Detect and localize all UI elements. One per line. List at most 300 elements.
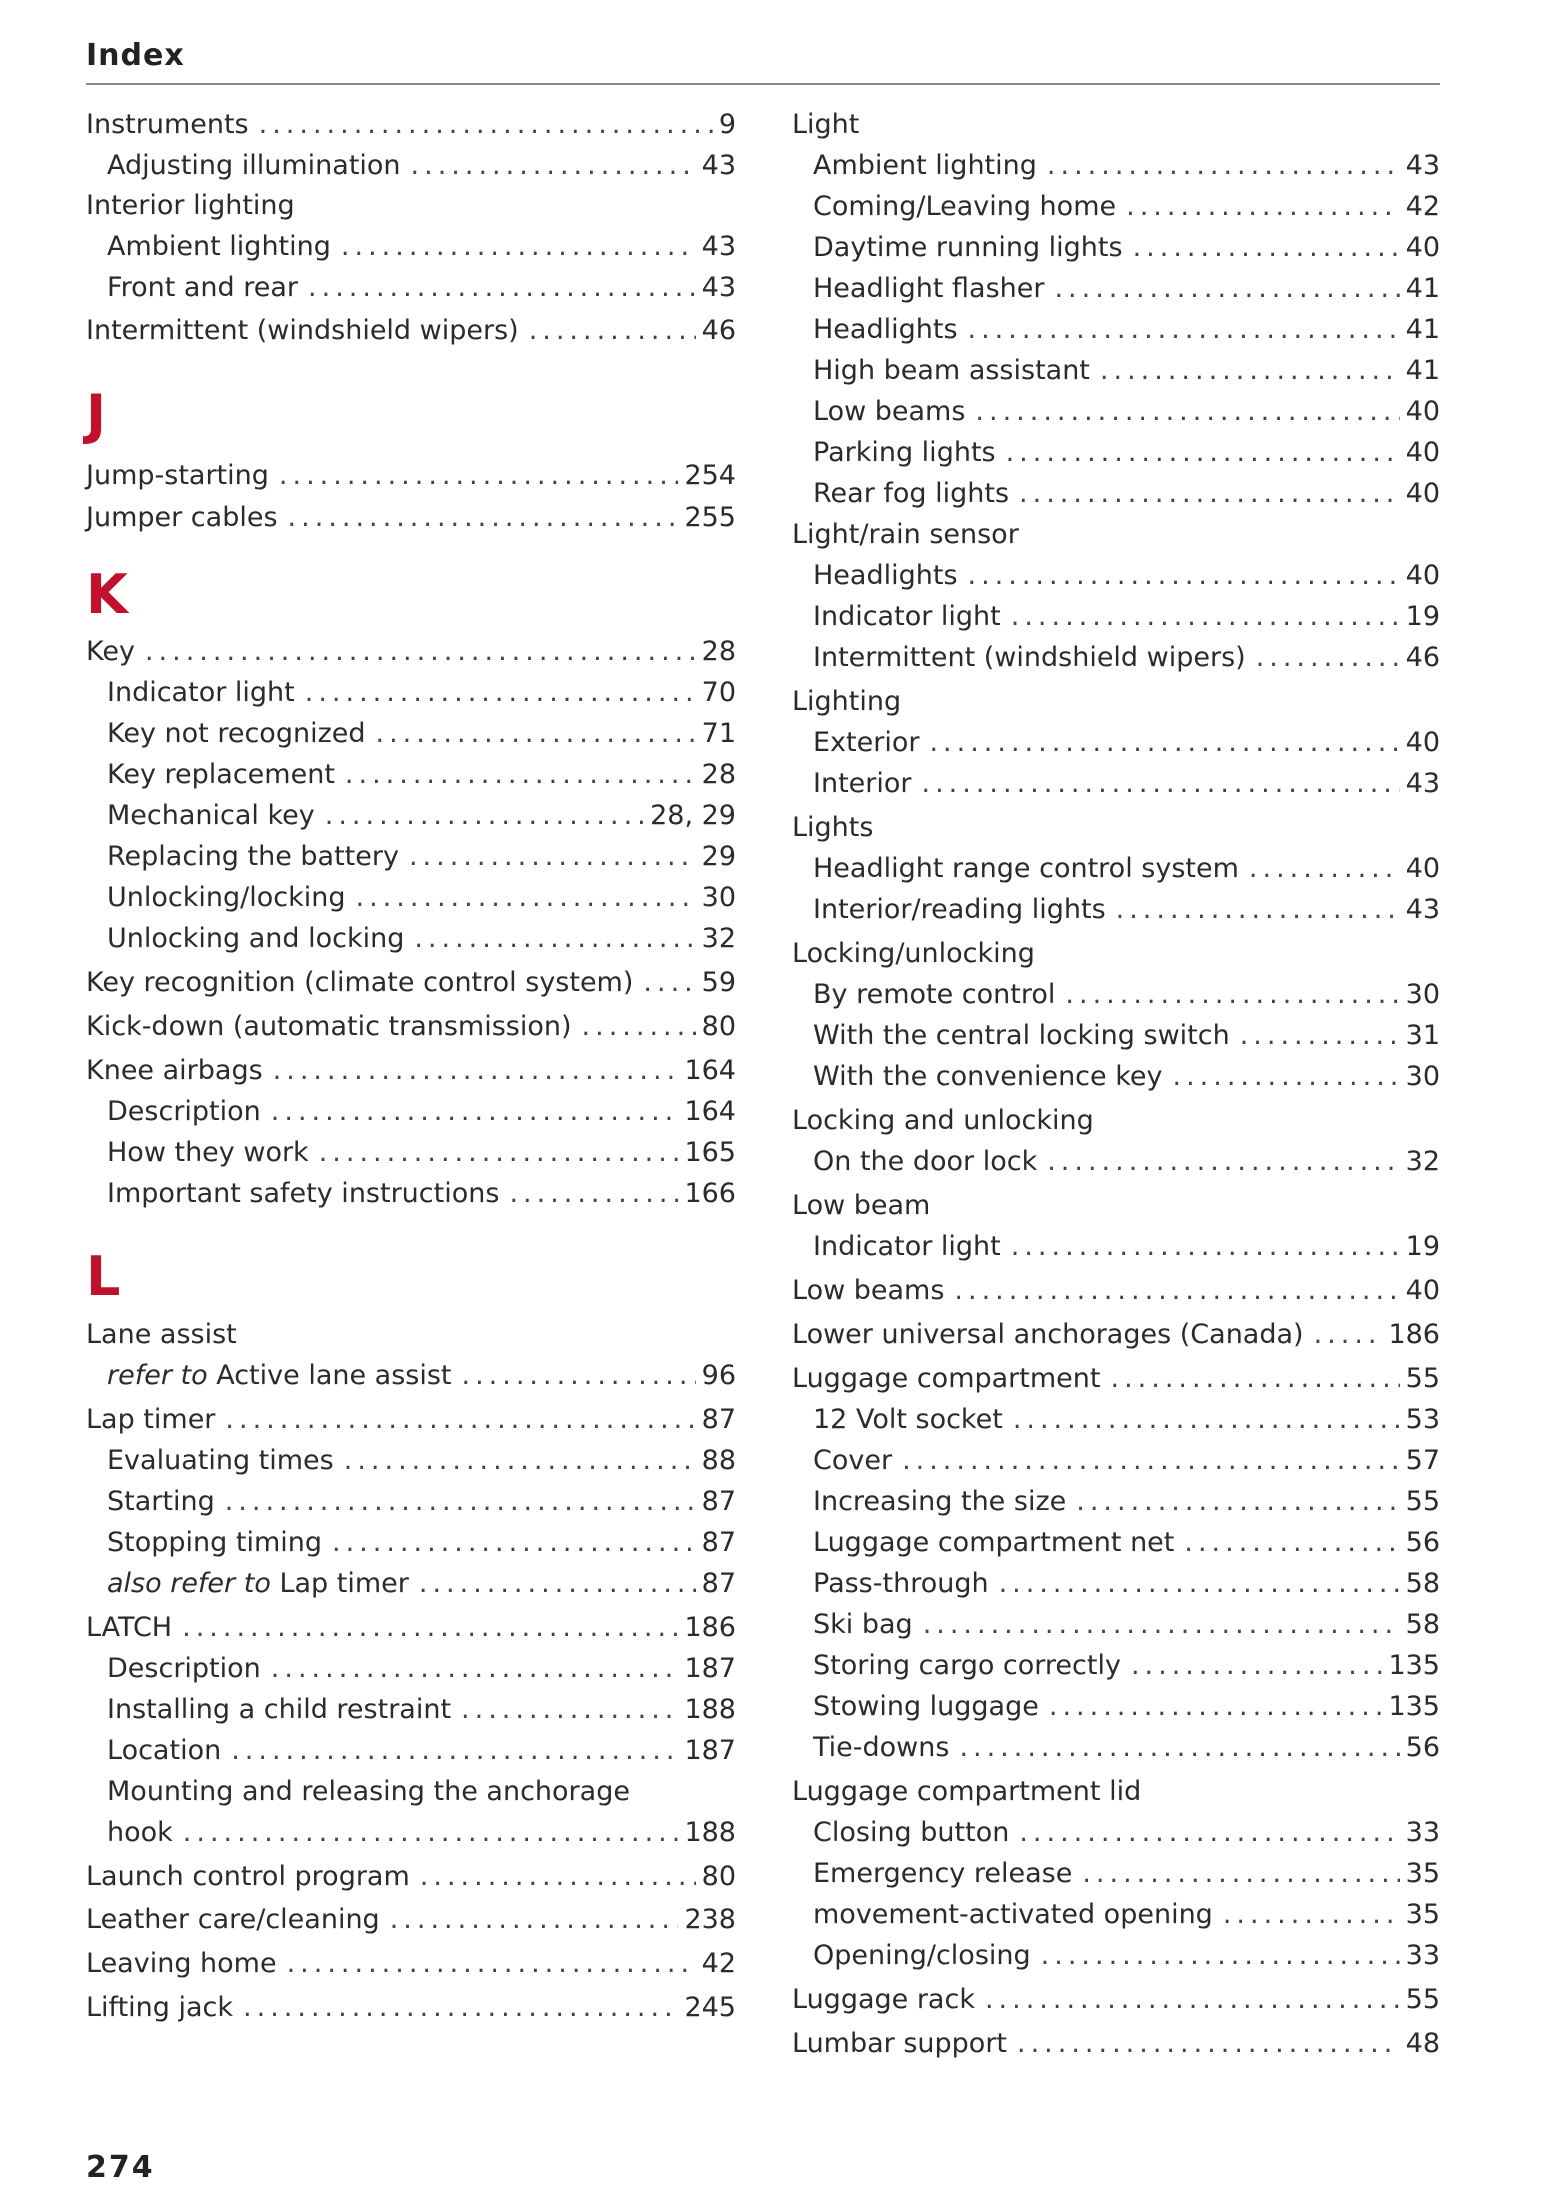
entry-page-number: 28 xyxy=(701,759,736,790)
index-subentry xyxy=(813,638,1440,678)
entry-label: Front and rear xyxy=(107,272,299,303)
index-subentry xyxy=(813,310,1440,350)
entry-label: Indicator light xyxy=(107,677,295,708)
dot-leader xyxy=(462,1356,696,1396)
entry-page-number: 135 xyxy=(1388,1650,1440,1681)
index-subentry xyxy=(813,1605,1440,1645)
index-entry xyxy=(86,1315,736,1355)
index-subentry xyxy=(107,1649,736,1689)
index-subentry xyxy=(813,764,1440,804)
entry-page-number: 187 xyxy=(684,1653,736,1684)
index-subentry xyxy=(813,1728,1440,1768)
dot-leader xyxy=(305,673,696,713)
dot-leader xyxy=(419,1564,696,1604)
dot-leader xyxy=(319,1133,679,1173)
entry-page-number: 59 xyxy=(701,967,736,998)
dot-leader xyxy=(355,878,695,918)
index-subentry xyxy=(813,975,1440,1015)
index-subentry xyxy=(107,1772,736,1812)
entry-label: Low beams xyxy=(792,1275,945,1306)
index-entry xyxy=(86,1944,736,1984)
entry-label: Important safety instructions xyxy=(107,1178,500,1209)
entry-label: Parking lights xyxy=(813,437,996,468)
entry-page-number: 33 xyxy=(1405,1817,1440,1848)
entry-page-number: 42 xyxy=(1405,191,1440,222)
entry-label: Luggage compartment net xyxy=(813,1527,1175,1558)
entry-label: Interior lighting xyxy=(86,190,295,221)
index-entry xyxy=(792,682,1440,722)
entry-label: Installing a child restraint xyxy=(107,1694,452,1725)
entry-label: Lane assist xyxy=(86,1319,237,1350)
dot-leader xyxy=(1049,1687,1383,1727)
dot-leader xyxy=(271,1092,679,1132)
header-divider xyxy=(86,83,1440,85)
entry-label: Key not recognized xyxy=(107,718,366,749)
index-entry xyxy=(86,1400,736,1440)
entry-page-number: 30 xyxy=(1405,979,1440,1010)
dot-leader xyxy=(376,714,696,754)
index-entry xyxy=(86,456,736,496)
dot-leader xyxy=(929,723,1399,763)
entry-page-number: 55 xyxy=(1405,1363,1440,1394)
entry-label: Lights xyxy=(792,812,874,843)
index-entry xyxy=(86,1857,736,1897)
entry-page-number: 166 xyxy=(684,1178,736,1209)
entry-label: Interior/reading lights xyxy=(813,894,1106,925)
dot-leader xyxy=(1041,1936,1400,1976)
entry-label: Ambient lighting xyxy=(813,150,1037,181)
dot-leader xyxy=(1133,228,1400,268)
dot-leader xyxy=(1249,849,1400,889)
entry-page-number: 19 xyxy=(1405,1231,1440,1262)
index-entry xyxy=(86,632,736,672)
index-entry xyxy=(792,1359,1440,1399)
index-entry xyxy=(86,1608,736,1648)
dot-leader xyxy=(461,1690,678,1730)
dot-leader xyxy=(923,1605,1400,1645)
index-subentry xyxy=(813,433,1440,473)
index-entry xyxy=(86,498,736,538)
index-subentry xyxy=(107,1690,736,1730)
entry-label: Ski bag xyxy=(813,1609,913,1640)
entry-cross-reference-prefix: also refer to xyxy=(107,1568,271,1599)
index-entry xyxy=(86,311,736,351)
dot-leader xyxy=(411,146,696,186)
index-subentry xyxy=(813,474,1440,514)
index-entry xyxy=(792,515,1440,555)
entry-label: Description xyxy=(107,1653,261,1684)
index-subentry xyxy=(813,1564,1440,1604)
entry-label: By remote control xyxy=(813,979,1056,1010)
index-entry xyxy=(792,2024,1440,2064)
entry-page-number: 71 xyxy=(701,718,736,749)
index-subentry xyxy=(813,1482,1440,1522)
entry-page-number: 87 xyxy=(701,1404,736,1435)
index-entry xyxy=(792,105,1440,145)
index-entry xyxy=(792,1980,1440,2020)
entry-label: With the central locking switch xyxy=(813,1020,1230,1051)
dot-leader xyxy=(225,1482,696,1522)
index-entry xyxy=(792,808,1440,848)
entry-page-number: 46 xyxy=(701,315,736,346)
entry-label xyxy=(107,1564,409,1604)
dot-leader xyxy=(279,456,679,496)
dot-leader xyxy=(582,1007,696,1047)
dot-leader xyxy=(390,1900,679,1940)
index-subentry xyxy=(813,1142,1440,1182)
dot-leader xyxy=(273,1051,679,1091)
entry-label: Lighting xyxy=(792,686,902,717)
entry-label: Intermittent (windshield wipers) xyxy=(813,642,1246,673)
entry-page-number: 55 xyxy=(1405,1486,1440,1517)
index-entry xyxy=(86,963,736,1003)
entry-label: Daytime running lights xyxy=(813,232,1123,263)
dot-leader xyxy=(529,311,696,351)
dot-leader xyxy=(959,1728,1399,1768)
index-entry xyxy=(792,1271,1440,1311)
entry-page-number: 58 xyxy=(1405,1568,1440,1599)
dot-leader xyxy=(287,1944,696,1984)
entry-page-number: 245 xyxy=(684,1992,736,2023)
entry-page-number: 56 xyxy=(1405,1732,1440,1763)
entry-label: Emergency release xyxy=(813,1858,1073,1889)
entry-label: Headlights xyxy=(813,314,958,345)
entry-label: Indicator light xyxy=(813,601,1001,632)
index-subentry xyxy=(107,755,736,795)
entry-page-number: 35 xyxy=(1405,1899,1440,1930)
dot-leader xyxy=(1126,187,1400,227)
entry-label: Unlocking and locking xyxy=(107,923,405,954)
entry-label: How they work xyxy=(107,1137,309,1168)
index-subentry xyxy=(813,1813,1440,1853)
entry-page-number: 40 xyxy=(1405,478,1440,509)
index-subentry xyxy=(813,1936,1440,1976)
dot-leader xyxy=(259,105,713,145)
entry-label: Storing cargo correctly xyxy=(813,1650,1121,1681)
section-letter-l: L xyxy=(86,1245,121,1308)
index-subentry xyxy=(813,1016,1440,1056)
dot-leader xyxy=(414,919,695,959)
index-subentry xyxy=(813,392,1440,432)
dot-leader xyxy=(1172,1057,1399,1097)
index-subentry xyxy=(107,1356,736,1396)
entry-label: Knee airbags xyxy=(86,1055,263,1086)
dot-leader xyxy=(1256,638,1400,678)
entry-label: On the door lock xyxy=(813,1146,1038,1177)
dot-leader xyxy=(243,1988,678,2028)
entry-page-number: 40 xyxy=(1405,232,1440,263)
dot-leader xyxy=(1082,1854,1399,1894)
entry-label: 12 Volt socket xyxy=(813,1404,1003,1435)
index-subentry xyxy=(813,1227,1440,1267)
dot-leader xyxy=(145,632,696,672)
entry-page-number: 43 xyxy=(701,150,736,181)
entry-label: Locking/unlocking xyxy=(792,938,1035,969)
dot-leader xyxy=(509,1174,678,1214)
entry-label: Luggage rack xyxy=(792,1984,975,2015)
entry-label: High beam assistant xyxy=(813,355,1090,386)
entry-label: Low beam xyxy=(792,1190,931,1221)
entry-label: Increasing the size xyxy=(813,1486,1067,1517)
index-subentry xyxy=(107,1523,736,1563)
entry-label-text: Active lane assist xyxy=(216,1360,452,1391)
entry-label: Leather care/cleaning xyxy=(86,1904,380,1935)
dot-leader xyxy=(183,1813,679,1853)
dot-leader xyxy=(1019,1813,1399,1853)
entry-label: Evaluating times xyxy=(107,1445,334,1476)
entry-page-number: 41 xyxy=(1405,355,1440,386)
entry-label: Lifting jack xyxy=(86,1992,234,2023)
index-entry xyxy=(86,1988,736,2028)
dot-leader xyxy=(968,556,1400,596)
entry-label: Mechanical key xyxy=(107,800,315,831)
entry-label: Closing button xyxy=(813,1817,1010,1848)
index-subentry xyxy=(107,1092,736,1132)
entry-label: Luggage compartment xyxy=(792,1363,1101,1394)
entry-page-number: 43 xyxy=(701,231,736,262)
entry-page-number: 46 xyxy=(1405,642,1440,673)
entry-page-number: 30 xyxy=(1405,1061,1440,1092)
entry-page-number: 80 xyxy=(701,1861,736,1892)
entry-page-number: 255 xyxy=(684,502,736,533)
entry-page-number: 164 xyxy=(684,1055,736,1086)
entry-label: Lap timer xyxy=(86,1404,216,1435)
entry-page-number: 29 xyxy=(701,841,736,872)
dot-leader xyxy=(1006,433,1400,473)
dot-leader xyxy=(332,1523,696,1563)
entry-label: Stopping timing xyxy=(107,1527,322,1558)
entry-cross-reference-prefix: refer to xyxy=(107,1360,208,1391)
entry-page-number: 53 xyxy=(1405,1404,1440,1435)
entry-label: Kick-down (automatic transmission) xyxy=(86,1011,572,1042)
dot-leader xyxy=(902,1441,1400,1481)
index-entry xyxy=(792,1101,1440,1141)
entry-label: LATCH xyxy=(86,1612,173,1643)
entry-label: Lumbar support xyxy=(792,2028,1008,2059)
entry-label: Jumper cables xyxy=(86,502,278,533)
entry-page-number: 32 xyxy=(1405,1146,1440,1177)
dot-leader xyxy=(1240,1016,1400,1056)
index-subentry xyxy=(813,146,1440,186)
index-subentry xyxy=(107,268,736,308)
entry-page-number: 57 xyxy=(1405,1445,1440,1476)
dot-leader xyxy=(345,755,696,795)
dot-leader xyxy=(1223,1895,1400,1935)
index-subentry xyxy=(813,1895,1440,1935)
section-letter-j: J xyxy=(86,383,107,446)
index-subentry xyxy=(813,1687,1440,1727)
index-entry xyxy=(792,934,1440,974)
entry-label xyxy=(107,1356,452,1396)
entry-label: Indicator light xyxy=(813,1231,1001,1262)
index-subentry xyxy=(813,890,1440,930)
entry-label: Headlight range control system xyxy=(813,853,1239,884)
index-entry xyxy=(792,1772,1440,1812)
entry-page-number: 40 xyxy=(1405,396,1440,427)
entry-label: Interior xyxy=(813,768,912,799)
index-entry xyxy=(86,186,736,226)
index-entry xyxy=(792,1186,1440,1226)
entry-label: Launch control program xyxy=(86,1861,410,1892)
index-subentry xyxy=(813,556,1440,596)
dot-leader xyxy=(344,1441,696,1481)
index-subentry xyxy=(107,673,736,713)
entry-label: Instruments xyxy=(86,109,249,140)
dot-leader xyxy=(225,1400,695,1440)
entry-label: Leaving home xyxy=(86,1948,277,1979)
entry-page-number: 48 xyxy=(1405,2028,1440,2059)
entry-label: Stowing luggage xyxy=(813,1691,1039,1722)
index-subentry xyxy=(107,714,736,754)
dot-leader xyxy=(1184,1523,1399,1563)
entry-page-number: 31 xyxy=(1405,1020,1440,1051)
entry-page-number: 41 xyxy=(1405,273,1440,304)
entry-label: Description xyxy=(107,1096,261,1127)
entry-page-number: 43 xyxy=(1405,150,1440,181)
entry-label: Coming/Leaving home xyxy=(813,191,1117,222)
entry-label: Pass-through xyxy=(813,1568,989,1599)
index-subentry xyxy=(813,1400,1440,1440)
entry-label: Headlight flasher xyxy=(813,273,1045,304)
index-subentry xyxy=(107,919,736,959)
index-subentry xyxy=(107,1564,736,1604)
entry-label: Exterior xyxy=(813,727,920,758)
entry-label: Starting xyxy=(107,1486,215,1517)
entry-label: Replacing the battery xyxy=(107,841,399,872)
index-subentry xyxy=(813,351,1440,391)
entry-page-number: 80 xyxy=(701,1011,736,1042)
dot-leader xyxy=(1011,1227,1400,1267)
dot-leader xyxy=(325,796,644,836)
entry-page-number: 165 xyxy=(684,1137,736,1168)
entry-label: Headlights xyxy=(813,560,958,591)
dot-leader xyxy=(341,227,696,267)
entry-page-number: 40 xyxy=(1405,560,1440,591)
page-title: Index xyxy=(86,38,185,73)
entry-label: Low beams xyxy=(813,396,966,427)
entry-label: Key recognition (climate control system) xyxy=(86,967,634,998)
entry-label: Light xyxy=(792,109,860,140)
dot-leader xyxy=(1100,351,1400,391)
dot-leader xyxy=(288,498,679,538)
entry-page-number: 56 xyxy=(1405,1527,1440,1558)
index-subentry xyxy=(813,1854,1440,1894)
entry-page-number: 28, 29 xyxy=(650,800,736,831)
entry-page-number: 188 xyxy=(684,1694,736,1725)
dot-leader xyxy=(1011,597,1400,637)
entry-page-number: 96 xyxy=(701,1360,736,1391)
index-subentry xyxy=(107,146,736,186)
index-subentry xyxy=(813,269,1440,309)
dot-leader xyxy=(1054,269,1399,309)
index-subentry xyxy=(813,1646,1440,1686)
index-subentry xyxy=(813,1441,1440,1481)
dot-leader xyxy=(308,268,696,308)
entry-page-number: 135 xyxy=(1388,1691,1440,1722)
index-entry xyxy=(86,105,736,145)
dot-leader xyxy=(999,1564,1400,1604)
entry-page-number: 41 xyxy=(1405,314,1440,345)
entry-page-number: 186 xyxy=(684,1612,736,1643)
index-entry xyxy=(86,1007,736,1047)
dot-leader xyxy=(1013,1400,1400,1440)
index-subentry xyxy=(813,1523,1440,1563)
dot-leader xyxy=(420,1857,696,1897)
index-subentry xyxy=(107,1482,736,1522)
entry-page-number: 187 xyxy=(684,1735,736,1766)
section-letter-k: K xyxy=(86,563,128,626)
entry-page-number: 55 xyxy=(1405,1984,1440,2015)
dot-leader xyxy=(1116,890,1400,930)
entry-label: Opening/closing xyxy=(813,1940,1031,1971)
dot-leader xyxy=(1047,1142,1399,1182)
entry-page-number: 188 xyxy=(684,1817,736,1848)
index-subentry xyxy=(813,849,1440,889)
dot-leader xyxy=(182,1608,678,1648)
entry-page-number: 9 xyxy=(718,109,736,140)
index-subentry xyxy=(107,1813,736,1853)
entry-page-number: 186 xyxy=(1388,1319,1440,1350)
entry-label: Ambient lighting xyxy=(107,231,331,262)
dot-leader xyxy=(1047,146,1400,186)
entry-page-number: 35 xyxy=(1405,1858,1440,1889)
entry-page-number: 30 xyxy=(701,882,736,913)
dot-leader xyxy=(1110,1359,1399,1399)
entry-page-number: 238 xyxy=(684,1904,736,1935)
entry-label: Tie-downs xyxy=(813,1732,950,1763)
entry-label: Mounting and releasing the anchorage xyxy=(107,1776,630,1807)
entry-label: Light/rain sensor xyxy=(792,519,1019,550)
entry-page-number: 42 xyxy=(701,1948,736,1979)
index-entry xyxy=(792,1315,1440,1355)
entry-page-number: 33 xyxy=(1405,1940,1440,1971)
entry-label: Rear fog lights xyxy=(813,478,1010,509)
dot-leader xyxy=(975,392,1399,432)
index-entry xyxy=(86,1051,736,1091)
entry-page-number: 40 xyxy=(1405,853,1440,884)
entry-page-number: 43 xyxy=(701,272,736,303)
entry-page-number: 40 xyxy=(1405,1275,1440,1306)
entry-page-number: 43 xyxy=(1405,894,1440,925)
index-subentry xyxy=(107,837,736,877)
index-subentry xyxy=(813,597,1440,637)
dot-leader xyxy=(968,310,1400,350)
index-subentry xyxy=(107,1174,736,1214)
dot-leader xyxy=(954,1271,1399,1311)
entry-label: Location xyxy=(107,1735,222,1766)
entry-page-number: 28 xyxy=(701,636,736,667)
dot-leader xyxy=(271,1649,679,1689)
index-subentry xyxy=(813,723,1440,763)
index-subentry xyxy=(813,228,1440,268)
entry-page-number: 40 xyxy=(1405,437,1440,468)
dot-leader xyxy=(1017,2024,1400,2064)
dot-leader xyxy=(1019,474,1400,514)
entry-page-number: 254 xyxy=(684,460,736,491)
index-subentry xyxy=(107,796,736,836)
entry-page-number: 87 xyxy=(701,1527,736,1558)
index-subentry xyxy=(107,1133,736,1173)
entry-label: Jump-starting xyxy=(86,460,269,491)
entry-page-number: 87 xyxy=(701,1568,736,1599)
entry-label: movement-activated opening xyxy=(813,1899,1213,1930)
entry-label: hook xyxy=(107,1817,173,1848)
dot-leader xyxy=(409,837,696,877)
entry-label: Unlocking/locking xyxy=(107,882,346,913)
entry-page-number: 88 xyxy=(701,1445,736,1476)
entry-page-number: 164 xyxy=(684,1096,736,1127)
dot-leader xyxy=(1314,1315,1383,1355)
